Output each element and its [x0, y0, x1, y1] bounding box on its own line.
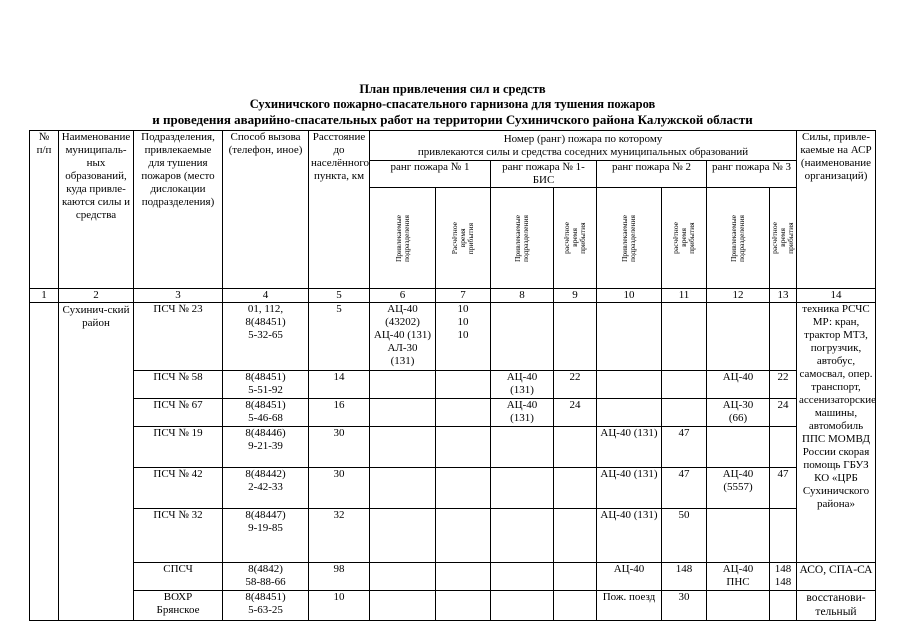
rank1-time-cell — [436, 591, 491, 621]
col-num: 8 — [491, 289, 554, 303]
col-num: 7 — [436, 289, 491, 303]
rank3-units-cell: АЦ-40 (5557) — [707, 468, 770, 509]
rank2-time-cell: 47 — [662, 468, 707, 509]
rank2-time-cell — [662, 371, 707, 399]
header-rank1-time: Расчётное время прибытия — [436, 188, 491, 289]
phone-cell: 8(48442) 2-42-33 — [223, 468, 309, 509]
rank2-units-cell — [597, 399, 662, 427]
rank1-units-cell — [370, 591, 436, 621]
table-row — [30, 468, 876, 509]
rank2-time-cell: 47 — [662, 427, 707, 468]
header-asr-forces: Силы, привле-каемые на АСР (наименование организаций) — [797, 131, 876, 289]
col-num: 13 — [770, 289, 797, 303]
distance-cell: 14 — [309, 371, 370, 399]
rank2-units-cell: АЦ-40 (131) — [597, 509, 662, 563]
rank3-units-cell — [707, 591, 770, 621]
table-row — [30, 371, 876, 399]
rank1bis-time-cell — [554, 468, 597, 509]
rank1bis-units-cell — [491, 468, 554, 509]
row-number-cell — [30, 303, 59, 621]
distance-cell: 30 — [309, 468, 370, 509]
rank1bis-units-cell — [491, 303, 554, 371]
col-num: 9 — [554, 289, 597, 303]
unit-cell: ПСЧ № 67 — [134, 399, 223, 427]
phone-cell: 8(48447) 9-19-85 — [223, 509, 309, 563]
col-num: 3 — [134, 289, 223, 303]
table-row — [30, 563, 876, 591]
unit-cell: ПСЧ № 58 — [134, 371, 223, 399]
title-line-1: План привлечения сил и средств — [359, 82, 546, 96]
header-rank3-units: Привлекаемые подразделения — [707, 188, 770, 289]
rank1bis-units-cell — [491, 427, 554, 468]
rank2-time-cell — [662, 303, 707, 371]
distance-cell: 16 — [309, 399, 370, 427]
rank1-units-cell — [370, 563, 436, 591]
rank1bis-units-cell — [491, 509, 554, 563]
asr-forces-cell-2: АСО, СПА-СА — [797, 563, 876, 591]
rank1-units-cell: АЦ-40 (43202) АЦ-40 (131) АЛ-30 (131) — [370, 303, 436, 371]
rank1-time-cell — [436, 399, 491, 427]
asr-forces-cell-3: восстанови-тельный — [797, 591, 876, 621]
unit-cell: ПСЧ № 32 — [134, 509, 223, 563]
col-num: 12 — [707, 289, 770, 303]
rank1bis-time-cell — [554, 427, 597, 468]
rank1bis-units-cell — [491, 563, 554, 591]
rank1bis-time-cell — [554, 303, 597, 371]
distance-cell: 10 — [309, 591, 370, 621]
column-numbers-row — [30, 289, 876, 303]
rank3-time-cell: 22 — [770, 371, 797, 399]
rank2-units-cell: АЦ-40 (131) — [597, 468, 662, 509]
phone-cell: 8(48451) 5-46-68 — [223, 399, 309, 427]
rank2-time-cell: 148 — [662, 563, 707, 591]
distance-cell: 5 — [309, 303, 370, 371]
rank3-units-cell — [707, 427, 770, 468]
rank3-time-cell — [770, 591, 797, 621]
title-line-2: Сухиничского пожарно-спасательного гарнизона для тушения пожаров — [249, 97, 656, 111]
rank1-units-cell — [370, 371, 436, 399]
unit-cell: ПСЧ № 23 — [134, 303, 223, 371]
unit-cell: ПСЧ № 19 — [134, 427, 223, 468]
rank1bis-time-cell — [554, 509, 597, 563]
unit-cell: СПСЧ — [134, 563, 223, 591]
col-num: 11 — [662, 289, 707, 303]
rank3-time-cell — [770, 427, 797, 468]
rank2-units-cell: АЦ-40 (131) — [597, 427, 662, 468]
header-rank1bis-units: Привлекаемые подразделения — [491, 188, 554, 289]
rank2-time-cell: 50 — [662, 509, 707, 563]
forces-plan-table — [29, 130, 876, 621]
rank1bis-time-cell — [554, 591, 597, 621]
rank1-units-cell — [370, 399, 436, 427]
rank1-time-cell — [436, 468, 491, 509]
header-rank-2: ранг пожара № 2 — [597, 161, 707, 188]
rank3-units-cell: АЦ-40 ПНС — [707, 563, 770, 591]
rank1-units-cell — [370, 468, 436, 509]
rank1bis-time-cell — [554, 563, 597, 591]
header-distance: Расстояние до населённого пункта, км — [309, 131, 370, 289]
municipality-cell: Сухинич-ский район — [59, 303, 134, 621]
rank1bis-units-cell: АЦ-40 (131) — [491, 371, 554, 399]
table-row — [30, 399, 876, 427]
col-num: 4 — [223, 289, 309, 303]
header-rank1-units: Привлекаемые подразделения — [370, 188, 436, 289]
col-num: 6 — [370, 289, 436, 303]
rank3-units-cell — [707, 509, 770, 563]
phone-cell: 8(4842) 58-88-66 — [223, 563, 309, 591]
rank3-time-cell: 24 — [770, 399, 797, 427]
rank1-units-cell — [370, 427, 436, 468]
rank1-time-cell — [436, 427, 491, 468]
col-num: 14 — [797, 289, 876, 303]
rank2-units-cell — [597, 371, 662, 399]
header-rank-1bis: ранг пожара № 1-БИС — [491, 161, 597, 188]
col-num: 10 — [597, 289, 662, 303]
header-rank-group-line1: Номер (ранг) пожара по которому — [503, 133, 663, 145]
rank1-time-cell — [436, 563, 491, 591]
header-rank2-units: Привлекаемые подразделения — [597, 188, 662, 289]
unit-cell: ПСЧ № 42 — [134, 468, 223, 509]
rank1bis-time-cell: 22 — [554, 371, 597, 399]
header-rank-3: ранг пожара № 3 — [707, 161, 797, 188]
phone-cell: 8(48446) 9-21-39 — [223, 427, 309, 468]
rank1bis-time-cell: 24 — [554, 399, 597, 427]
rank2-units-cell — [597, 303, 662, 371]
phone-cell: 8(48451) 5-51-92 — [223, 371, 309, 399]
header-rank-group — [370, 131, 797, 161]
phone-cell: 01, 112, 8(48451) 5-32-65 — [223, 303, 309, 371]
rank1bis-units-cell — [491, 591, 554, 621]
distance-cell: 30 — [309, 427, 370, 468]
header-rank2-time: расчётное время прибытия — [662, 188, 707, 289]
asr-forces-cell: техника РСЧС МР: кран, трактор МТЗ, погрузчик, автобус, самосвал, опер. транспорт, ассенизаторские машины, автомобиль ППС МОМВД России скорая помощь ГБУЗ КО «ЦРБ Сухиничского района» — [797, 303, 876, 563]
rank3-time-cell: 148 148 — [770, 563, 797, 591]
rank1-time-cell: 10 10 10 — [436, 303, 491, 371]
table-row — [30, 427, 876, 468]
table-row — [30, 591, 876, 621]
rank2-units-cell: АЦ-40 — [597, 563, 662, 591]
header-municipality: Наименование муниципаль-ных образований, куда привле-каются силы и средства — [59, 131, 134, 289]
header-rank-1: ранг пожара № 1 — [370, 161, 491, 188]
rank3-time-cell — [770, 303, 797, 371]
unit-cell: ВОХР Брянское — [134, 591, 223, 621]
rank2-units-cell: Пож. поезд — [597, 591, 662, 621]
rank3-units-cell: АЦ-30 (66) — [707, 399, 770, 427]
table-row — [30, 509, 876, 563]
rank3-time-cell: 47 — [770, 468, 797, 509]
table-row — [30, 303, 876, 371]
header-rank-group-line2: привлекаются силы и средства соседних муниципальных образований — [417, 146, 749, 158]
title-line-3: и проведения аварийно-спасательных работ на территории Сухиничского района Калужской области — [152, 112, 753, 127]
rank1-time-cell — [436, 371, 491, 399]
rank1bis-units-cell: АЦ-40 (131) — [491, 399, 554, 427]
col-num: 5 — [309, 289, 370, 303]
rank2-time-cell: 30 — [662, 591, 707, 621]
rank1-time-cell — [436, 509, 491, 563]
rank3-time-cell — [770, 509, 797, 563]
phone-cell: 8(48451) 5-63-25 — [223, 591, 309, 621]
distance-cell: 32 — [309, 509, 370, 563]
header-rank3-time: расчётное время прибытия — [770, 188, 797, 289]
document-title — [0, 82, 905, 127]
header-number: № п/п — [30, 131, 59, 289]
rank3-units-cell: АЦ-40 — [707, 371, 770, 399]
header-rank1bis-time: расчётное время прибытия — [554, 188, 597, 289]
rank2-time-cell — [662, 399, 707, 427]
col-num: 2 — [59, 289, 134, 303]
distance-cell: 98 — [309, 563, 370, 591]
col-num: 1 — [30, 289, 59, 303]
header-units: Подразделения, привлекаемые для тушения пожаров (место дислокации подразделения) — [134, 131, 223, 289]
rank3-units-cell — [707, 303, 770, 371]
rank1-units-cell — [370, 509, 436, 563]
header-call-method: Способ вызова (телефон, иное) — [223, 131, 309, 289]
header-row-1 — [30, 131, 876, 161]
